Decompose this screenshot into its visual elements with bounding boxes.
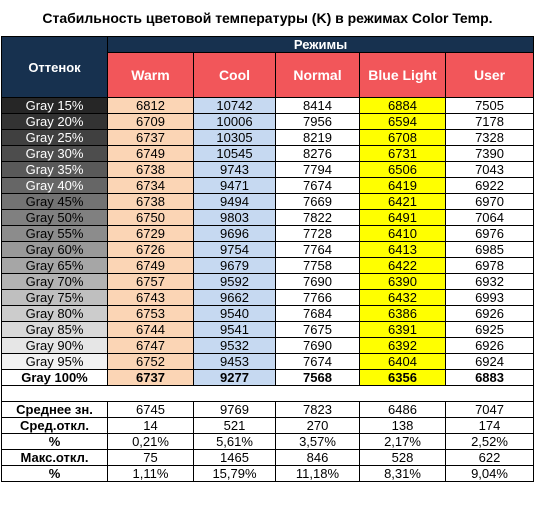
stat-cool: 5,61% [194, 434, 276, 450]
cell-normal: 7758 [276, 258, 360, 274]
cell-warm: 6744 [108, 322, 194, 338]
gray-level-label: Gray 100% [2, 370, 108, 386]
table-row [2, 274, 534, 290]
cell-cool: 9532 [194, 338, 276, 354]
stat-blue-light: 138 [360, 418, 446, 434]
stats-row [2, 418, 534, 434]
cell-normal: 7728 [276, 226, 360, 242]
stat-label: Макс.откл. [2, 450, 108, 466]
cell-blue-light: 6390 [360, 274, 446, 290]
cell-user: 6926 [446, 306, 534, 322]
cell-warm: 6749 [108, 146, 194, 162]
gray-level-label: Gray 95% [2, 354, 108, 370]
cell-user: 7064 [446, 210, 534, 226]
table-row [2, 178, 534, 194]
stat-warm: 6745 [108, 402, 194, 418]
stat-normal: 3,57% [276, 434, 360, 450]
cell-blue-light: 6386 [360, 306, 446, 322]
cell-user: 7390 [446, 146, 534, 162]
table-row [2, 210, 534, 226]
cell-normal: 7674 [276, 354, 360, 370]
stat-normal: 846 [276, 450, 360, 466]
table-row [2, 194, 534, 210]
cell-blue-light: 6421 [360, 194, 446, 210]
gray-level-label: Gray 30% [2, 146, 108, 162]
stats-row [2, 466, 534, 482]
cell-user: 6922 [446, 178, 534, 194]
stats-row [2, 402, 534, 418]
table-row [2, 98, 534, 114]
cell-warm: 6750 [108, 210, 194, 226]
gray-level-label: Gray 90% [2, 338, 108, 354]
cell-normal: 8276 [276, 146, 360, 162]
cell-warm: 6737 [108, 130, 194, 146]
table-row [2, 162, 534, 178]
stat-user: 2,52% [446, 434, 534, 450]
stats-row [2, 434, 534, 450]
cell-blue-light: 6392 [360, 338, 446, 354]
cell-cool: 9592 [194, 274, 276, 290]
cell-cool: 9743 [194, 162, 276, 178]
cell-cool: 9662 [194, 290, 276, 306]
cell-warm: 6747 [108, 338, 194, 354]
table-row [2, 130, 534, 146]
cell-user: 6924 [446, 354, 534, 370]
cell-warm: 6743 [108, 290, 194, 306]
stat-cool: 9769 [194, 402, 276, 418]
stat-cool: 521 [194, 418, 276, 434]
gray-level-label: Gray 60% [2, 242, 108, 258]
cell-warm: 6752 [108, 354, 194, 370]
cell-normal: 7690 [276, 274, 360, 290]
cell-normal: 7675 [276, 322, 360, 338]
header-modes: Режимы [108, 37, 534, 53]
gray-level-label: Gray 80% [2, 306, 108, 322]
table-row [2, 114, 534, 130]
header-normal: Normal [276, 53, 360, 98]
gray-level-label: Gray 25% [2, 130, 108, 146]
table-row [2, 370, 534, 386]
cell-user: 6926 [446, 338, 534, 354]
table-row [2, 338, 534, 354]
stat-blue-light: 6486 [360, 402, 446, 418]
cell-cool: 10545 [194, 146, 276, 162]
stat-user: 622 [446, 450, 534, 466]
cell-cool: 10742 [194, 98, 276, 114]
cell-cool: 9803 [194, 210, 276, 226]
cell-blue-light: 6491 [360, 210, 446, 226]
table-row [2, 290, 534, 306]
gray-level-label: Gray 55% [2, 226, 108, 242]
stat-user: 7047 [446, 402, 534, 418]
cell-blue-light: 6422 [360, 258, 446, 274]
cell-cool: 9471 [194, 178, 276, 194]
cell-warm: 6738 [108, 162, 194, 178]
table-row [2, 242, 534, 258]
cell-user: 6925 [446, 322, 534, 338]
stat-label: % [2, 434, 108, 450]
cell-user: 6993 [446, 290, 534, 306]
stat-warm: 14 [108, 418, 194, 434]
gray-level-label: Gray 35% [2, 162, 108, 178]
gray-level-label: Gray 65% [2, 258, 108, 274]
cell-warm: 6757 [108, 274, 194, 290]
cell-normal: 8219 [276, 130, 360, 146]
stat-warm: 75 [108, 450, 194, 466]
stat-user: 9,04% [446, 466, 534, 482]
stat-normal: 270 [276, 418, 360, 434]
stat-label: Среднее зн. [2, 402, 108, 418]
stat-normal: 11,18% [276, 466, 360, 482]
cell-cool: 9754 [194, 242, 276, 258]
gray-level-label: Gray 15% [2, 98, 108, 114]
cell-warm: 6738 [108, 194, 194, 210]
cell-normal: 7764 [276, 242, 360, 258]
table-row [2, 322, 534, 338]
cell-user: 6985 [446, 242, 534, 258]
cell-cool: 9453 [194, 354, 276, 370]
gray-level-label: Gray 45% [2, 194, 108, 210]
cell-warm: 6737 [108, 370, 194, 386]
stat-blue-light: 8,31% [360, 466, 446, 482]
cell-warm: 6753 [108, 306, 194, 322]
stat-user: 174 [446, 418, 534, 434]
spacer-row [2, 386, 534, 402]
gray-level-label: Gray 75% [2, 290, 108, 306]
cell-normal: 7684 [276, 306, 360, 322]
cell-blue-light: 6413 [360, 242, 446, 258]
cell-normal: 7766 [276, 290, 360, 306]
gray-level-label: Gray 50% [2, 210, 108, 226]
cell-cool: 9494 [194, 194, 276, 210]
cell-blue-light: 6506 [360, 162, 446, 178]
cell-user: 6970 [446, 194, 534, 210]
gray-level-label: Gray 20% [2, 114, 108, 130]
stat-label: Сред.откл. [2, 418, 108, 434]
cell-normal: 7568 [276, 370, 360, 386]
table-row [2, 226, 534, 242]
header-shade: Оттенок [2, 37, 108, 98]
gray-level-label: Gray 85% [2, 322, 108, 338]
cell-normal: 8414 [276, 98, 360, 114]
cell-normal: 7674 [276, 178, 360, 194]
cell-blue-light: 6410 [360, 226, 446, 242]
stats-row [2, 450, 534, 466]
cell-blue-light: 6884 [360, 98, 446, 114]
cell-warm: 6709 [108, 114, 194, 130]
cell-warm: 6749 [108, 258, 194, 274]
cell-cool: 9541 [194, 322, 276, 338]
stat-normal: 7823 [276, 402, 360, 418]
cell-normal: 7690 [276, 338, 360, 354]
gray-level-label: Gray 70% [2, 274, 108, 290]
stat-blue-light: 528 [360, 450, 446, 466]
cell-blue-light: 6356 [360, 370, 446, 386]
color-temp-table [1, 36, 534, 482]
cell-warm: 6729 [108, 226, 194, 242]
stat-warm: 0,21% [108, 434, 194, 450]
table-row [2, 306, 534, 322]
cell-blue-light: 6404 [360, 354, 446, 370]
cell-user: 7505 [446, 98, 534, 114]
cell-cool: 9277 [194, 370, 276, 386]
cell-user: 6883 [446, 370, 534, 386]
table-row [2, 354, 534, 370]
spacer-cell [2, 386, 534, 402]
cell-normal: 7669 [276, 194, 360, 210]
header-user: User [446, 53, 534, 98]
table-row [2, 146, 534, 162]
cell-cool: 9679 [194, 258, 276, 274]
stat-blue-light: 2,17% [360, 434, 446, 450]
cell-blue-light: 6731 [360, 146, 446, 162]
cell-warm: 6812 [108, 98, 194, 114]
stat-cool: 15,79% [194, 466, 276, 482]
header-cool: Cool [194, 53, 276, 98]
cell-normal: 7956 [276, 114, 360, 130]
cell-warm: 6734 [108, 178, 194, 194]
cell-blue-light: 6391 [360, 322, 446, 338]
cell-user: 7178 [446, 114, 534, 130]
table-row [2, 258, 534, 274]
cell-user: 6976 [446, 226, 534, 242]
header-blue-light: Blue Light [360, 53, 446, 98]
stat-warm: 1,11% [108, 466, 194, 482]
cell-blue-light: 6432 [360, 290, 446, 306]
page-title: Стабильность цветовой температуры (K) в режимах Color Temp. [42, 10, 493, 26]
stat-label: % [2, 466, 108, 482]
cell-user: 7043 [446, 162, 534, 178]
cell-blue-light: 6419 [360, 178, 446, 194]
cell-cool: 10305 [194, 130, 276, 146]
cell-user: 6978 [446, 258, 534, 274]
cell-cool: 9696 [194, 226, 276, 242]
stat-cool: 1465 [194, 450, 276, 466]
cell-cool: 9540 [194, 306, 276, 322]
cell-warm: 6726 [108, 242, 194, 258]
cell-normal: 7794 [276, 162, 360, 178]
cell-user: 7328 [446, 130, 534, 146]
gray-level-label: Gray 40% [2, 178, 108, 194]
cell-blue-light: 6594 [360, 114, 446, 130]
header-warm: Warm [108, 53, 194, 98]
cell-cool: 10006 [194, 114, 276, 130]
cell-user: 6932 [446, 274, 534, 290]
cell-blue-light: 6708 [360, 130, 446, 146]
cell-normal: 7822 [276, 210, 360, 226]
